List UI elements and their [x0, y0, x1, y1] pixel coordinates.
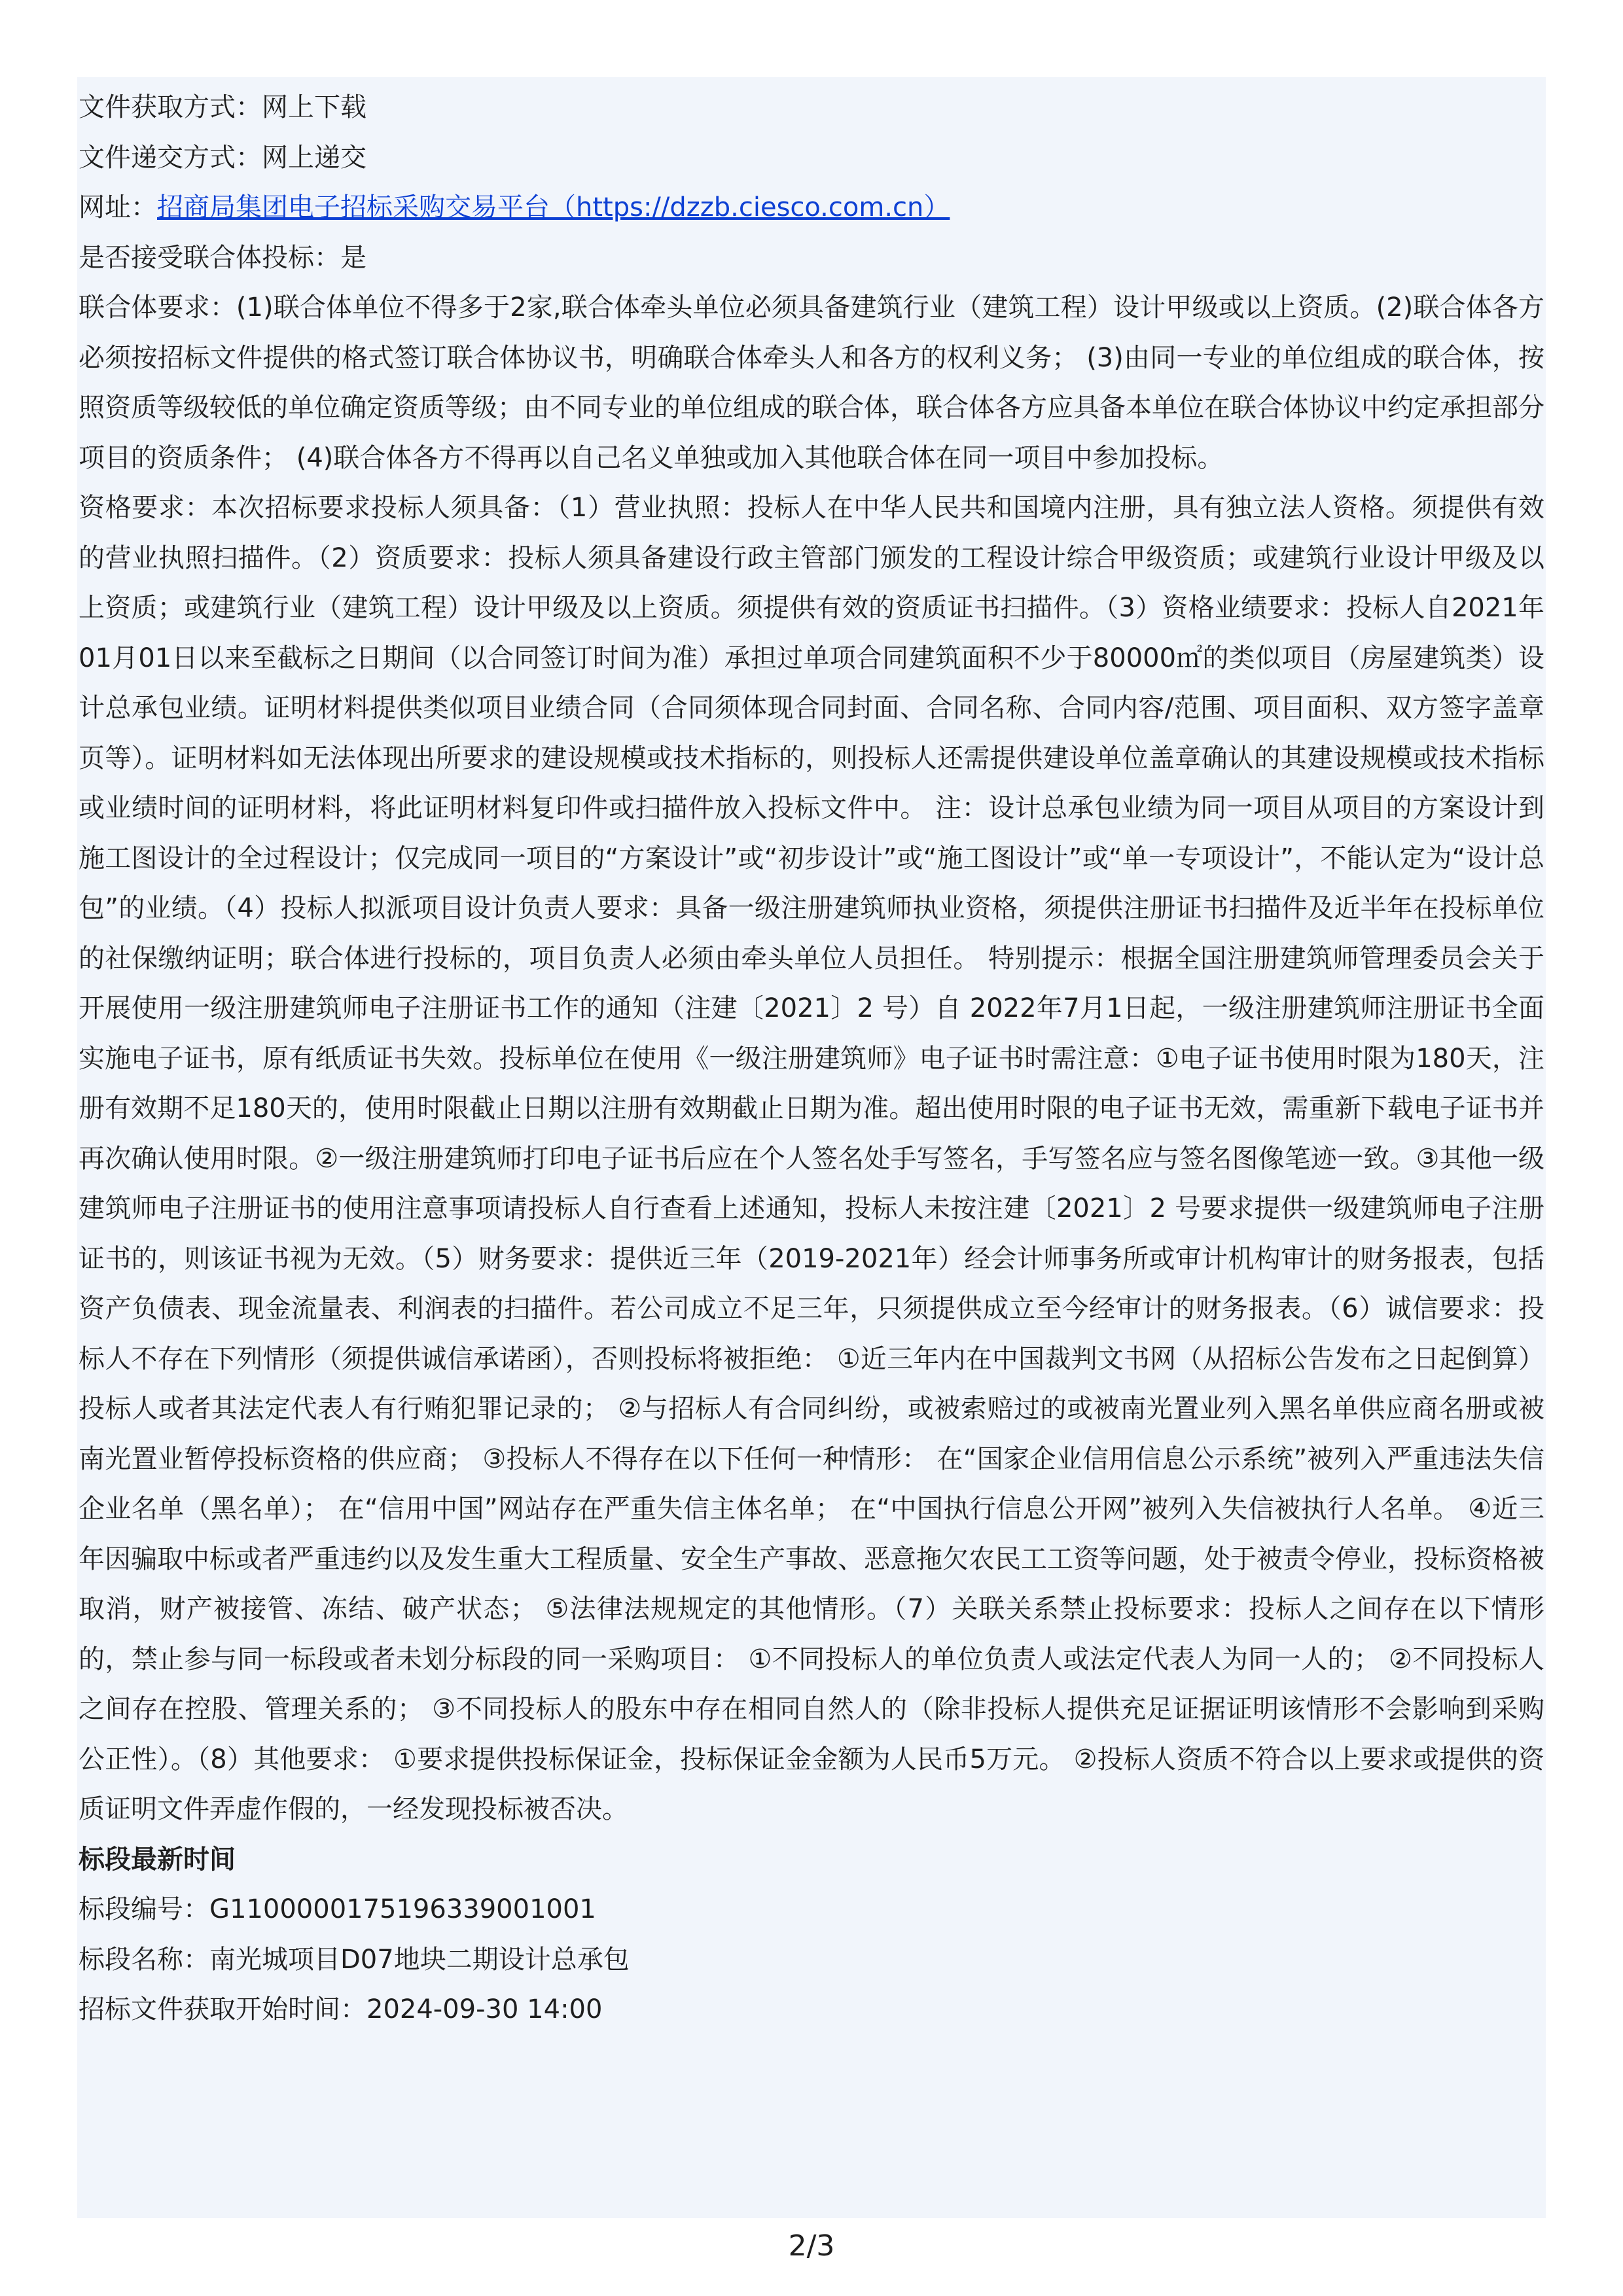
consortium-accept-line: 是否接受联合体投标：是: [79, 242, 366, 273]
section-name: 标段名称：南光城项目D07地块二期设计总承包: [79, 1944, 630, 1975]
section-number: 标段编号：G110000017519633900100​1: [79, 1894, 596, 1924]
website-link[interactable]: 招商局集团电子招标采购交易平台（https://dzzb.ciesco.com.cn）: [157, 192, 950, 222]
qualification-requirements: 资格要求：本次招标要求投标人须具备：（1）营业执照：投标人在中华人民共和国境内注册，具有独立法人资格。须提供有效的营业执照扫描件。（2）资质要求：投标人须具备建设行政主管部门颁发的工程设计综合甲级资质；或建筑行业设计甲级及以上资质；或建筑行业（建筑工程）设计甲级及以上资质。须提供有效的资质证书扫描件。（3）资格业绩要求：投标人自2021年01月01日以来至截标之日期间（以合同签订时间为准）承担过单项合同建筑面积不少于80000㎡的类似项目（房屋建筑类）设计总承包业绩。证明材料提供类似项目业绩合同（合同须体现合同封面、合同名称、合同内容/范围、项目面积、双方签字盖章页等）。证明材料如无法体现出所要求的建设规模或技术指标的，则投标人还需提供建设单位盖章确认的其建设规模或技术指标或业绩时间的证明材料，将此证明材料复印件或扫描件放入投标文件中。 注：设计总承包业绩为同一项目从项目的方案设计到施工图设计的全过程设计；仅完成同一项目的“方案设计”或“初步设计”或“施工图设计”或“单一专项设计”，不能认定为“设计总包”的业绩。（4）投标人拟派项目设计负责人要求：具备一级注册建筑师执业资格，须提供注册证书扫描件及近半年在投标单位的社保缴纳证明；联合体进行投标的，项目负责人必须由牵头单位人员担任。 特别提示：根据全国注册建筑师管理委员会关于开展使用一级注册建筑师电子注册证书工作的通知（注建〔2021〕2 号）自 2022年7月1日起，一级注册建筑师注册证书全面实施电子证书，原有纸质证书失效。投标单位在使用《一级注册建筑师》电子证书时需注意：①电子证书使用时限为180天，注册有效期不足180天的，使用时限截止日期以注册有效期截止日期为准。超出使用时限的电子证书无效，需重新下载电子证书并再次确认使用时限。②一级注册建筑师打印电子证书后应在个人签名处手写签名，手写签名应与签名图像笔迹一致。③其他一级建筑师电子注册证书的使用注意事项请投标人自行查看上述通知，投标人未按注建〔2021〕2 号要求提供一级建筑师电子注册证书的，则该证书视为无效。（5）财务要求：提供近三年（2019-2021年）经会计师事务所或审计机构审计的财务报表，包括资产负债表、现金流量表、利润表的扫描件。若公司成立不足三年，只须提供成立至今经审计的财务报表。（6）诚信要求：投标人不存在下列情形（须提供诚信承诺函），否则投标将被拒绝： ①近三年内在中国裁判文书网（从招标公告发布之日起倒算）投标人或者其法定代表人有行贿犯罪记录的； ②与招标人有合同纠纷，或被索赔过的或被南光置业列入黑名单供应商名册或被南光置业暂停投标资格的供应商； ③投标人不得存在以下任何一种情形： 在“国家企业信用信息公示系统”被列入严重违法失信企业名单（黑名单）； 在“信用中国”网站存在严重失信主体名单； 在“中国执行信息公开网”被列入失信被执行人名单。 ④近三年因骗取中标或者严重违约以及发生重大工程质量、安全生产事故、恶意拖欠农民工工资等问题，处于被责令停业，投标资格被取消，财产被接管、冻结、破产状态； ⑤法律法规规定的其他情形。（7）关联关系禁止投标要求：投标人之间存在以下情形的，禁止参与同一标段或者未划分标段的同一采购项目： ①不同投标人的单位负责人或法定代表人为同一人的； ②不同投标人之间存在控股、管理关系的； ③不同投标人的股东中存在相同自然人的（除非投标人提供充足证据证明该情形不会影响到采购公正性）。（8）其他要求： ①要求提供投标保证金，投标保证金金额为人民币5万元。 ②投标人资质不符合以上要求或提供的资质证明文件弄虚作假的，一经发现投标被否决。: [79, 493, 1544, 1824]
page-number: 2/3: [788, 2229, 835, 2263]
submit-method-line: 文件递交方式：网上递交: [79, 142, 366, 173]
doc-start-time: 招标文件获取开始时间：2024-09-30 14:00: [79, 1994, 603, 2024]
document-body: [77, 77, 1546, 2218]
get-method-line: 文件获取方式：网上下载: [79, 92, 366, 122]
section-heading: 标段最新时间: [79, 1844, 236, 1875]
consortium-requirements: 联合体要求：(1)联合体单位不得多于2家,联合体牵头单位必须具备建筑行业（建筑工程）设计甲级或以上资质。(2)联合体各方必须按招标文件提供的格式签订联合体协议书，明确联合体牵头人和各方的权利义务； (3)由同一专业的单位组成的联合体，按照资质等级较低的单位确定资质等级；由不同专业的单位组成的联合体，联合体各方应具备本单位在联合体协议中约定承担部分项目的资质条件； (4)联合体各方不得再以自己名义单独或加入其他联合体在同一项目中参加投标。: [79, 292, 1544, 473]
website-line: [77, 183, 1546, 233]
website-label: 网址：: [79, 192, 157, 222]
